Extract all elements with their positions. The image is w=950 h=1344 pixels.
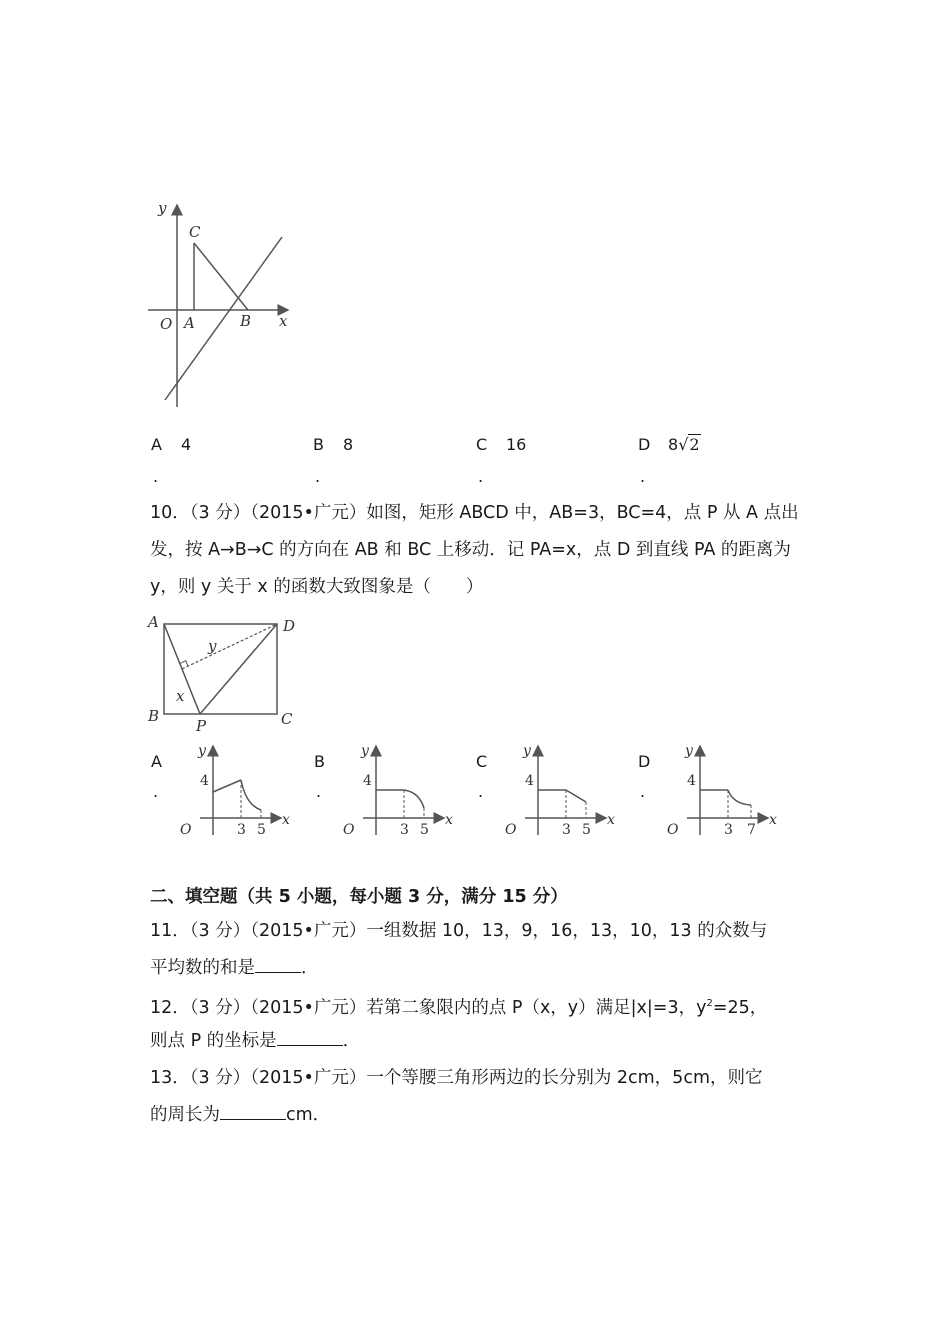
q10-perpendicular xyxy=(182,624,277,669)
q13-line-1: 13．（3 分）（2015•广元）一个等腰三角形两边的长分别为 2cm，5cm，则它 xyxy=(150,1068,763,1088)
option-dot: . xyxy=(478,782,484,801)
graph-origin: O xyxy=(343,822,355,838)
q9-label-b: B xyxy=(240,312,252,330)
option-dot: . xyxy=(640,782,646,801)
q12-exponent: 2 xyxy=(706,998,713,1009)
q12-answer-blank[interactable] xyxy=(277,1027,343,1046)
q11-line-1: 11．（3 分）（2015•广元）一组数据 10，13，9，16，13，10，13 的众数与 xyxy=(150,921,768,941)
q12-text: 12．（3 分）（2015•广元）若第二象限内的点 P（x，y）满足|x|=3，y xyxy=(150,997,707,1018)
option-value xyxy=(668,435,701,455)
graph-x-tick-2: 5 xyxy=(257,822,266,838)
option-letter: C xyxy=(476,435,488,454)
option-dot: . xyxy=(316,782,322,801)
graph-curve xyxy=(376,790,424,818)
graph-x-label: x xyxy=(282,812,290,828)
option-value: 4 xyxy=(181,435,192,454)
graph-x-tick-2: 5 xyxy=(582,822,591,838)
q9-segment-cb xyxy=(194,243,248,310)
option-letter: A xyxy=(151,435,162,454)
option-letter: D xyxy=(638,435,651,454)
graph-x-tick-1: 3 xyxy=(724,822,733,838)
q9-label-c: C xyxy=(189,223,201,241)
q9-label-o: O xyxy=(160,315,173,333)
graph-x-tick-2: 7 xyxy=(747,822,756,838)
graph-x-tick-1: 3 xyxy=(562,822,571,838)
option-letter: B xyxy=(314,752,325,771)
graph-y-tick: 4 xyxy=(363,773,372,789)
radicand: 2 xyxy=(689,435,700,454)
q10-line-3: y，则 y 关于 x 的函数大致图象是（ ） xyxy=(150,577,484,597)
q10-label-c: C xyxy=(281,710,293,728)
q10-label-b: B xyxy=(148,707,160,725)
option-letter: B xyxy=(313,435,324,454)
graph-x-label: x xyxy=(607,812,615,828)
q12-line-2 xyxy=(150,1023,360,1060)
q11-period: ． xyxy=(301,958,319,978)
q13-unit: cm． xyxy=(286,1105,331,1125)
q12-text-end: =25， xyxy=(712,997,768,1018)
q10-label-y: y xyxy=(208,637,217,655)
q9-label-x: x xyxy=(279,312,288,330)
q13-line-2 xyxy=(150,1097,330,1134)
q10-figure xyxy=(145,612,305,737)
graph-origin: O xyxy=(667,822,679,838)
q10-label-x: x xyxy=(176,687,185,705)
graph-x-tick-2: 5 xyxy=(420,822,429,838)
graph-x-tick-1: 3 xyxy=(400,822,409,838)
option-dot: . xyxy=(478,467,484,486)
option-letter: C xyxy=(476,752,488,771)
option-value: 8 xyxy=(343,435,354,454)
option-coefficient: 8 xyxy=(668,435,679,454)
q10-label-a: A xyxy=(148,613,159,631)
graph-origin: O xyxy=(505,822,517,838)
q9-label-y: y xyxy=(158,199,167,217)
graph-y-tick: 4 xyxy=(687,773,696,789)
option-letter: D xyxy=(638,752,651,771)
option-value: 16 xyxy=(506,435,527,454)
q11-text: 平均数的和是 xyxy=(150,958,255,978)
q10-line-2: 发，按 A→B→C 的方向在 AB 和 BC 上移动．记 PA=x，点 D 到直线 PA 的距离为 xyxy=(150,540,791,560)
q9-figure xyxy=(140,195,300,415)
q10-graph-d xyxy=(663,740,778,840)
option-dot: . xyxy=(153,467,159,486)
graph-x-label: x xyxy=(769,812,777,828)
graph-origin: O xyxy=(180,822,192,838)
option-dot: . xyxy=(315,467,321,486)
graph-y-tick: 4 xyxy=(525,773,534,789)
q12-period: ． xyxy=(342,1031,361,1051)
graph-curve xyxy=(213,780,261,818)
graph-y-label: y xyxy=(361,743,369,759)
section-title: 二、填空题（共 5 小题，每小题 3 分，满分 15 分） xyxy=(150,887,568,907)
graph-y-label: y xyxy=(523,743,531,759)
q10-graph-a xyxy=(176,740,291,840)
q9-line xyxy=(165,237,282,400)
graph-x-label: x xyxy=(445,812,453,828)
q9-label-a: A xyxy=(184,314,195,332)
q12-text-2: 则点 P 的坐标是 xyxy=(150,1031,277,1051)
q13-answer-blank[interactable] xyxy=(220,1101,286,1120)
sqrt-symbol: √2 xyxy=(678,435,700,454)
option-letter: A xyxy=(151,752,162,771)
graph-y-tick: 4 xyxy=(200,773,209,789)
q10-label-p: P xyxy=(196,717,207,735)
q10-graph-c xyxy=(501,740,616,840)
option-dot: . xyxy=(153,782,159,801)
q11-answer-blank[interactable] xyxy=(255,954,301,973)
graph-y-label: y xyxy=(685,743,693,759)
graph-curve xyxy=(538,790,586,818)
graph-y-label: y xyxy=(198,743,206,759)
graph-curve xyxy=(700,790,751,818)
graph-x-tick-1: 3 xyxy=(237,822,246,838)
option-dot: . xyxy=(640,467,646,486)
q10-graph-b xyxy=(339,740,454,840)
q12-line-1 xyxy=(150,986,767,1026)
q10-line-1: 10．（3 分）（2015•广元）如图，矩形 ABCD 中，AB=3，BC=4，点 P 从 A 点出 xyxy=(150,503,799,523)
q13-text: 的周长为 xyxy=(150,1105,220,1125)
q11-line-2 xyxy=(150,950,319,987)
q10-label-d: D xyxy=(283,617,296,635)
